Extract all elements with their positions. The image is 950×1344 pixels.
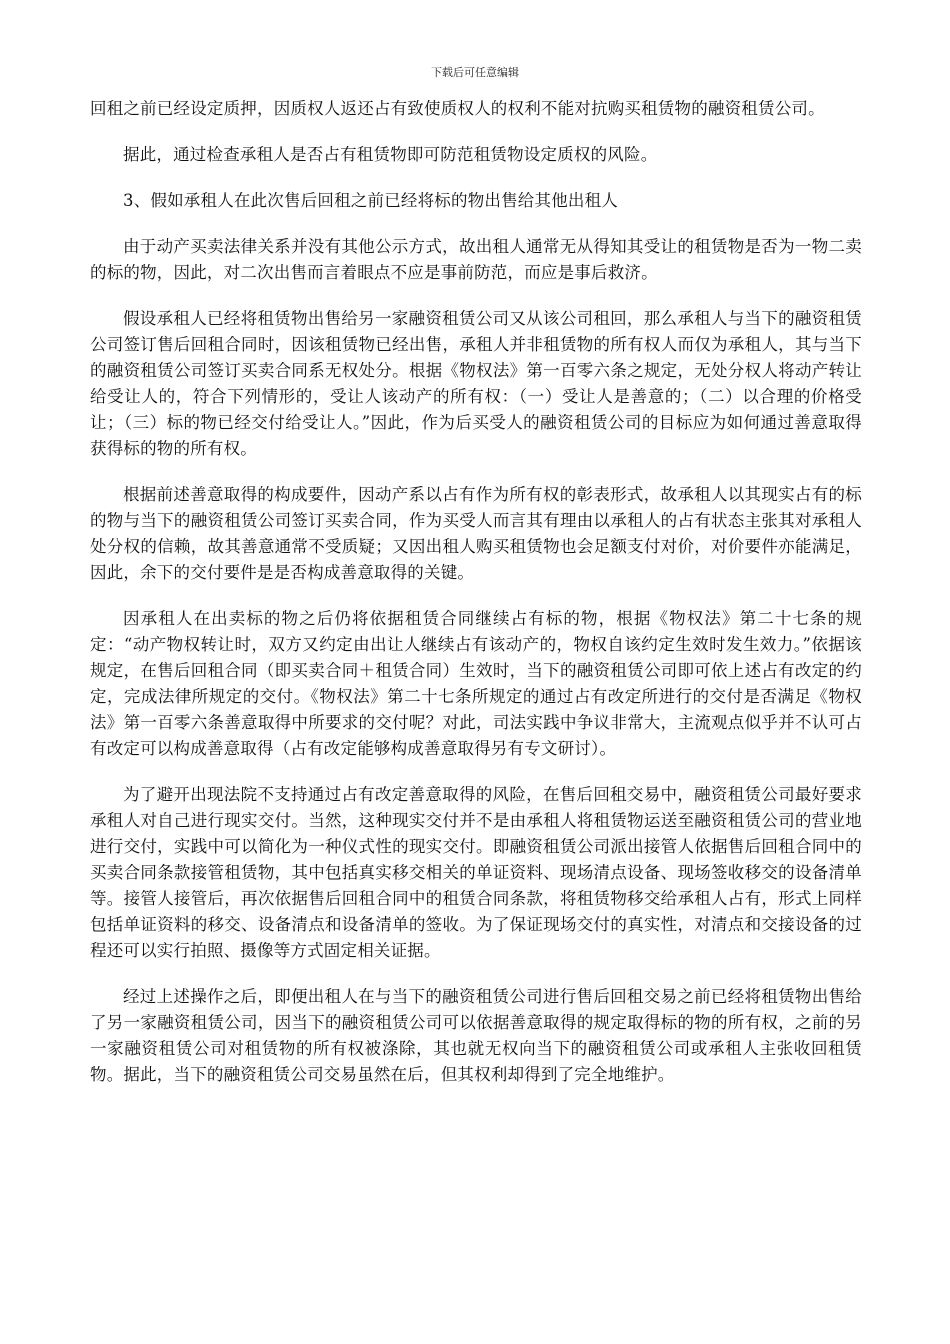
paragraph: 经过上述操作之后，即便出租人在与当下的融资租赁公司进行售后回租交易之前已经将租赁物出售给了另一家融资租赁公司，因当下的融资租赁公司可以依据善意取得的规定取得标的物的所有权，之前的另一家融资租赁公司对租赁物的所有权被涤除，其也就无权向当下的融资租赁公司或承租人主张收回租赁物。据此，当下的融资租赁公司交易虽然在后，但其权利却得到了完全地维护。 [90,987,862,1084]
paragraph: 据此，通过检查承租人是否占有租赁物即可防范租赁物设定质权的风险。 [123,145,658,164]
paragraph: 根据前述善意取得的构成要件，因动产系以占有作为所有权的彰表形式，故承租人以其现实占有的标的物与当下的融资租赁公司签订买卖合同，作为买受人而言其有理由以承租人的占有状态主张其对承租人处分权的信赖，故其善意通常不受质疑；又因出租人购买租赁物也会足额支付对价，对价要件亦能满足，因此，余下的交付要件是是否构成善意取得的关键。 [90,485,862,582]
paragraph: 因承租人在出卖标的物之后仍将依据租赁合同继续占有标的物，根据《物权法》第二十七条的规定：“动产物权转让时，双方又约定由出让人继续占有该动产的，物权自该约定生效时发生效力。”依据该规定，在售后回租合同（即买卖合同＋租赁合同）生效时，当下的融资租赁公司即可依上述占有改定的约定，完成法律所规定的交付。《物权法》第二十七条所规定的通过占有改定所进行的交付是否满足《物权法》第一百零六条善意取得中所要求的交付呢？对此，司法实践中争议非常大，主流观点似乎并不认可占有改定可以构成善意取得（占有改定能够构成善意取得另有专文研讨）。 [90,609,862,758]
paragraph: 为了避开出现法院不支持通过占有改定善意取得的风险，在售后回租交易中，融资租赁公司最好要求承租人对自己进行现实交付。当然，这种现实交付并不是由承租人将租赁物运送至融资租赁公司的营业地进行交付，实践中可以简化为一种仪式性的现实交付。即融资租赁公司派出接管人依据售后回租合同中的买卖合同条款接管租赁物，其中包括真实移交相关的单证资料、现场清点设备、现场签收移交的设备清单等。接管人接管后，再次依据售后回租合同中的租赁合同条款，将租赁物移交给承租人占有，形式上同样包括单证资料的移交、设备清点和设备清单的签收。为了保证现场交付的真实性，对清点和交接设备的过程还可以实行拍照、摄像等方式固定相关证据。 [90,785,862,960]
paragraph: 由于动产买卖法律关系并没有其他公示方式，故出租人通常无从得知其受让的租赁物是否为一物二卖的标的物，因此，对二次出售而言着眼点不应是事前防范，而应是事后救济。 [90,237,862,282]
paragraph: 假设承租人已经将租赁物出售给另一家融资租赁公司又从该公司租回，那么承租人与当下的融资租赁公司签订售后回租合同时，因该租赁物已经出售，承租人并非租赁物的所有权人而仅为承租人，其与当下的融资租赁公司签订买卖合同系无权处分。根据《物权法》第一百零六条之规定，无处分权人将动产转让给受让人的，符合下列情形的，受让人该动产的所有权：（一）受让人是善意的；（二）以合理的价格受让；（三）标的物已经交付给受让人。”因此，作为后买受人的融资租赁公司的目标应为如何通过善意取得获得标的物的所有权。 [90,309,862,458]
paragraph-continuation: 回租之前已经设定质押，因质权人返还占有致使质权人的权利不能对抗购买租赁物的融资租赁公司。 [90,99,825,118]
section-heading: 3、假如承租人在此次售后回租之前已经将标的物出售给其他出租人 [123,191,618,210]
page-header: 下载后可任意编辑 [431,66,519,79]
document-body [90,96,862,1108]
